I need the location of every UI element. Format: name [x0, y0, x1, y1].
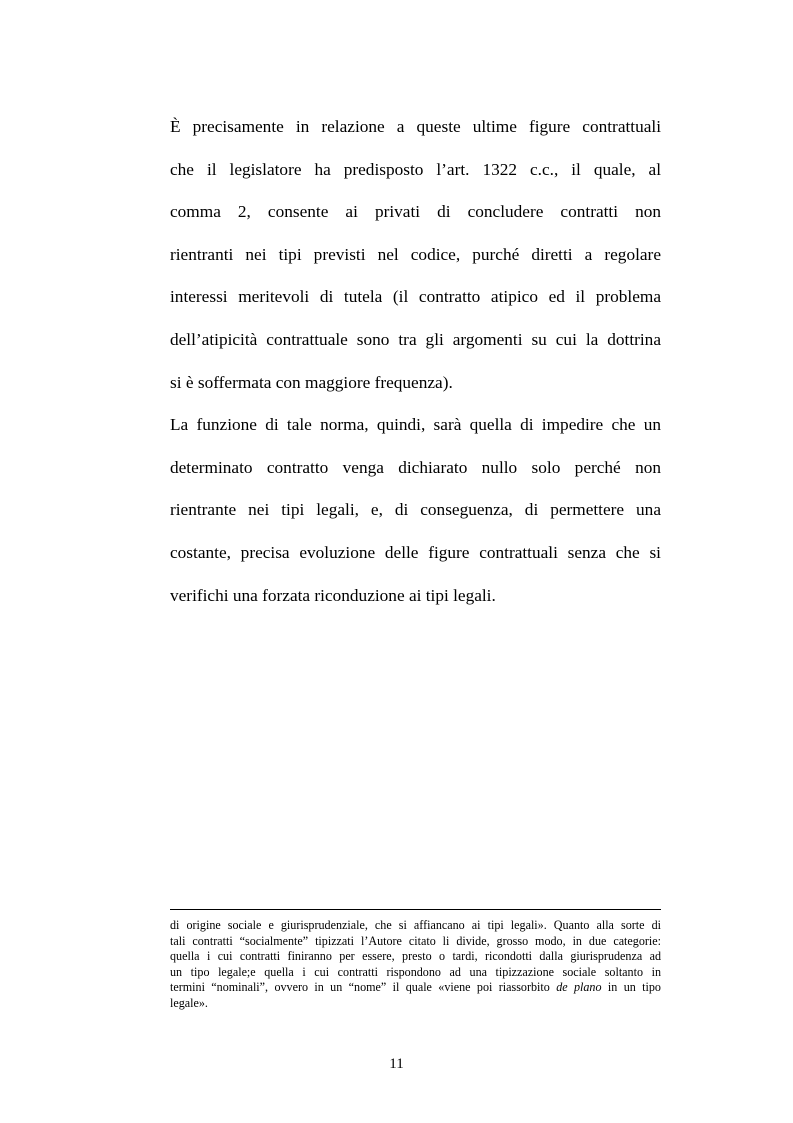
body-line: costante, precisa evoluzione delle figure contrattuali senza che si — [170, 542, 661, 562]
footnote-text: termini “nominali”, ovvero in un “nome” il quale «viene poi riassorbito — [170, 980, 557, 995]
footnote-line: un tipo legale;e quella i cui contratti rispondono ad una tipizzazione sociale soltanto in — [170, 964, 661, 979]
body-line: È precisamente in relazione a queste ultime figure contrattuali — [170, 117, 661, 136]
body-line: dell’atipicità contrattuale sono tra gli argomenti su cui la dottrina — [170, 329, 661, 349]
body-line: si è soffermata con maggiore frequenza). — [170, 372, 453, 392]
footnote-line: tali contratti “socialmente” tipizzati l’Autore citato li divide, grosso modo, in due categorie: — [170, 933, 661, 948]
footnote-line: di origine sociale e giurisprudenziale, che si affiancano ai tipi legali». Quanto alla sorte di — [170, 918, 661, 932]
body-line: comma 2, consente ai privati di concludere contratti non — [170, 202, 661, 222]
footnote-line — [170, 980, 661, 996]
footnote-line: quella i cui contratti finiranno per essere, presto o tardi, ricondotti dalla giurisprudenza ad — [170, 949, 661, 964]
footnote-text: in un tipo — [601, 980, 661, 995]
body-line: verifichi una forzata riconduzione ai tipi legali. — [170, 585, 496, 605]
body-line: interessi meritevoli di tutela (il contratto atipico ed il problema — [170, 287, 661, 307]
body-line: rientranti nei tipi previsti nel codice, purché diretti a regolare — [170, 244, 661, 264]
footnote-line: legale». — [170, 995, 208, 1010]
footnote-italic-term: de plano — [556, 980, 602, 995]
footnote — [170, 918, 661, 1012]
body-line: rientrante nei tipi legali, e, di conseguenza, di permettere una — [170, 500, 661, 520]
body-line: La funzione di tale norma, quindi, sarà quella di impedire che un — [170, 415, 661, 435]
footnote-separator — [170, 909, 661, 910]
body-line: che il legislatore ha predisposto l’art. 1322 c.c., il quale, al — [170, 159, 661, 179]
body-line: determinato contratto venga dichiarato nullo solo perché non — [170, 457, 661, 477]
page-number: 11 — [389, 1056, 404, 1072]
body-text — [170, 106, 661, 617]
